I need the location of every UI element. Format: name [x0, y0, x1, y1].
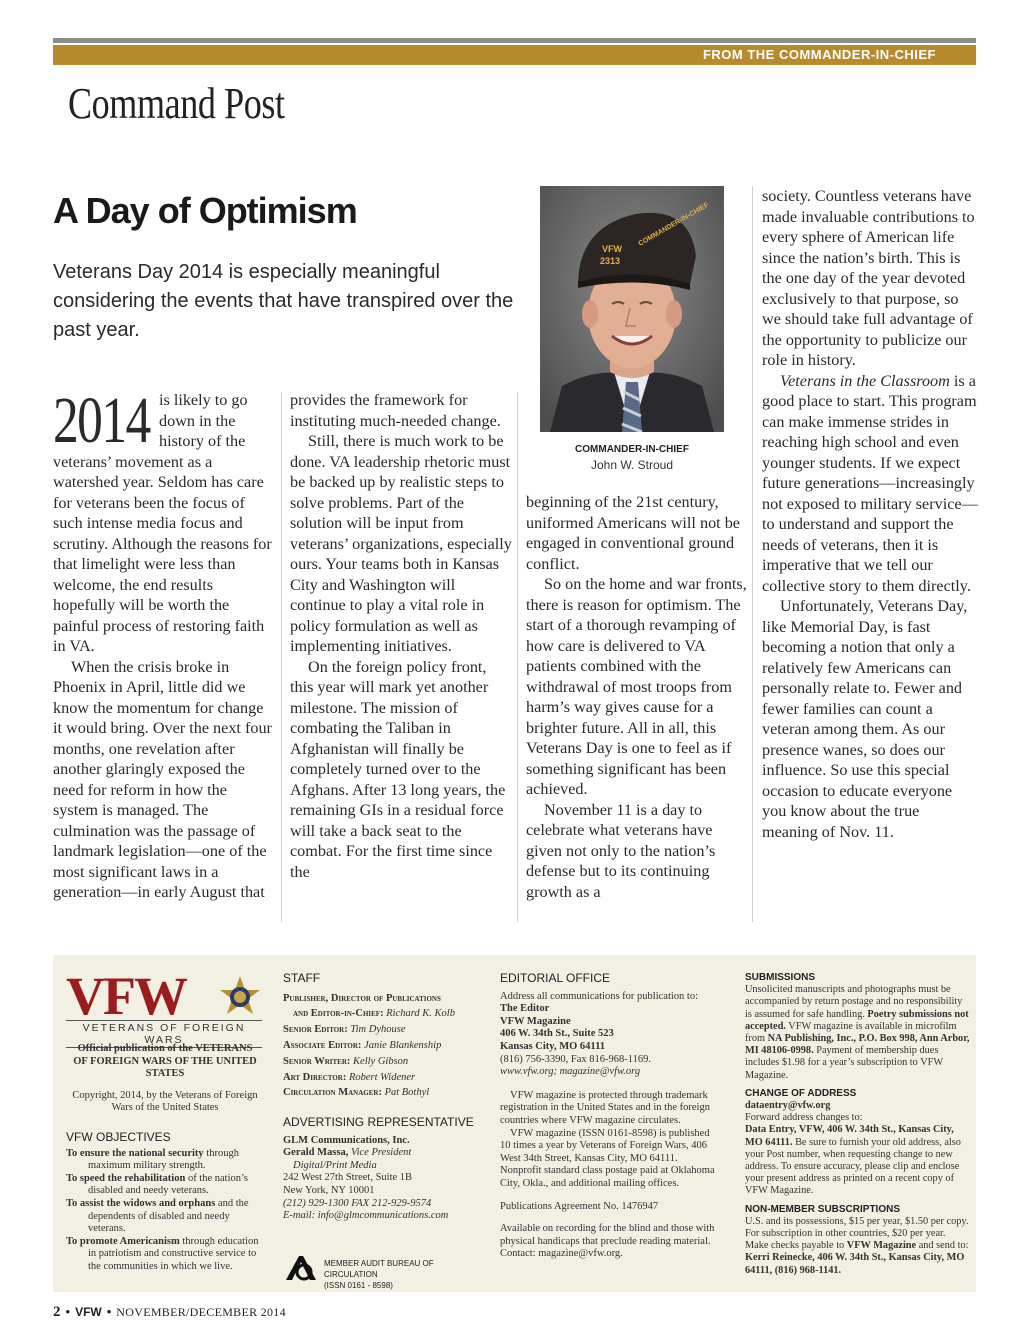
adrep-name: Gerald Massa, Vice President: [283, 1147, 412, 1159]
paragraph: Veterans in the Classroom is a good place to start. This program can make immense strides in reaching high school and even younger students. If we expect future generations—increasingly not exposed to military service—to understand and support the needs of veterans, then it is imperative that we tell our collective story to them directly.: [762, 371, 978, 595]
article-column-1: [53, 384, 275, 903]
editorial-city: Kansas City, MO 64111: [500, 1040, 606, 1052]
staff-entry: and Editor-in-Chief: Richard K. Kolb: [293, 1008, 455, 1020]
editorial-address: 406 W. 34th St., Suite 523: [500, 1028, 614, 1040]
page-number: 2: [53, 1304, 61, 1320]
section-title: Command Post: [68, 79, 285, 128]
photo-caption: [540, 444, 724, 472]
column-divider: [517, 392, 518, 922]
section-kicker: FROM THE COMMANDER-IN-CHIEF: [53, 45, 976, 65]
objective-item: To ensure the national security through maximum military strength.: [66, 1147, 239, 1172]
advertising-block: [283, 1116, 488, 1223]
change-address-title: CHANGE OF ADDRESS: [745, 1087, 857, 1099]
staff-entry: Art Director: Robert Widener: [283, 1071, 416, 1083]
adrep-address: 242 West 27th Street, Suite 1B: [283, 1172, 413, 1184]
article-column-2: [290, 390, 512, 882]
paragraph: beginning of the 21st century, uniformed Americans will not be engaged in conventional ground conflict.: [526, 493, 740, 573]
editorial-magazine: VFW Magazine: [500, 1015, 571, 1027]
program-name: Veterans in the Classroom: [780, 371, 950, 390]
recording-notice: Available on recording for the blind and those with physical handicaps that preclude reading material. Contact: magazine@vfw.org.: [500, 1223, 715, 1260]
vfw-emblem-icon: [218, 975, 262, 1019]
editorial-title: EDITORIAL OFFICE: [500, 971, 611, 985]
cap-text-post: 2313: [600, 256, 621, 266]
vfw-logo-subtitle: VETERANS OF FOREIGN WARS: [66, 1020, 262, 1048]
paragraph: So on the home and war fronts, there is reason for optimism. The start of a thorough revamping of how care is delivered to VA patients combined with the withdrawal of most troops from harm’s way gives cause for a brighter future. All in all, this Veterans Day is one to feel as if something significant has been achieved.: [526, 575, 747, 798]
footer-date: NOVEMBER/DECEMBER 2014: [116, 1305, 286, 1319]
commander-photo: [540, 186, 724, 432]
paragraph: society. Countless veterans have made invaluable contributions to every sphere of American life since the nation’s birth. This is the one day of the year devoted exclusively to that purpose, so we should take full advantage of the opportunity to publicize our role in history.: [762, 187, 975, 369]
paragraph: Still, there is much work to be done. VA leadership rhetoric must be backed up by realistic steps to solve problems. Part of the solution will be input from veterans’ organizations, especially ours. Your teams both in Kansas City and Washington will continue to play a vital role in policy formulation as well as implementing initiatives.: [290, 432, 512, 655]
article-column-4: [762, 186, 978, 842]
audit-bureau-text: MEMBER AUDIT BUREAU OF CIRCULATION: [324, 1259, 434, 1279]
paragraph: On the foreign policy front, this year will mark yet another milestone. The mission of combating the Taliban in Afghanistan will finally be completely turned over to the Afghans. After 13 long years, the remaining GIs in a residual force will take a back seat to the combat. For the first time since the: [290, 657, 506, 881]
staff-block: [283, 972, 483, 1101]
change-address-forward: Forward address changes to:: [745, 1112, 863, 1124]
column-divider: [752, 186, 753, 922]
top-rule: [53, 38, 976, 43]
issn-text: (ISSN 0161 - 8598): [324, 1281, 393, 1290]
adrep-title: ADVERTISING REPRESENTATIVE: [283, 1115, 474, 1129]
change-address-email: dataentry@vfw.org: [745, 1100, 831, 1112]
staff-entry: Associate Editor: Janie Blankenship: [283, 1039, 442, 1051]
issn-notice: VFW magazine (ISSN 0161-8598) is published 10 times a year by Veterans of Foreign Wars, 406 West 34th Street, Kansas City, MO 64111. Nonprofit standard class postage paid at Oklahoma City, Okla., and additional mailing offices.: [500, 1127, 715, 1189]
editorial-block: [500, 972, 720, 1261]
paragraph: When the crisis broke in Phoenix in April, little did we know the momentum for change it would bring. Over the next four months, one revelation after another glaringly exposed the need for reform in how the system is managed. The culmination was the passage of landmark legislation—one of the most significant laws in a generation—in early August that: [53, 657, 272, 901]
staff-entry: Senior Editor: Tim Dyhouse: [283, 1024, 406, 1036]
submissions-block: [745, 972, 970, 1277]
vfw-logo-text: VFW: [66, 966, 186, 1026]
objective-item: To assist the widows and orphans and the dependents of disabled and needy veterans.: [66, 1197, 249, 1235]
official-publication: Official publication of the VETERANS OF FOREIGN WARS OF THE UNITED STATES: [73, 1043, 257, 1080]
staff-entry: Publisher, Director of Publications: [283, 992, 441, 1004]
editorial-web: www.vfw.org; magazine@vfw.org: [500, 1066, 641, 1078]
publications-agreement: Publications Agreement No. 1476947: [500, 1200, 659, 1212]
staff-entry: Senior Writer: Kelly Gibson: [283, 1055, 409, 1067]
editorial-to: The Editor: [500, 1003, 550, 1015]
caption-name: John W. Stroud: [590, 458, 674, 472]
objectives-block: [66, 1131, 266, 1274]
lead-paragraph: 2014 is likely to go down in the history of the veterans’ movement as a watershed year. Seldom has care for veterans been the focus of such intense media focus and scrutiny. Although the reasons for that limelight were less than welcome, the end results hopefully will be worth the painful process of restoring faith in VA.: [53, 384, 272, 655]
submissions-text: Unsolicited manuscripts and photographs must be accompanied by return postage and no responsibility is assumed for safe handling. Poetry submissions not accepted. VFW magazine is available in microfilm from NA Publishing, Inc., P.O. Box 998, Ann Arbor, MI 48106-0998. Payment of membership dues includes $1.98 for a year’s subscription to VFW Magazine.: [745, 984, 970, 1081]
paragraph: Unfortunately, Veterans Day, like Memorial Day, is fast becoming a notion that only a relatively few Americans can personally relate to. Fewer and fewer families can count a veteran among them. As our presence wanes, so does our influence. So use this special occasion to educate everyone you know about the true meaning of Nov. 11.: [762, 597, 968, 841]
article-deck: Veterans Day 2014 is especially meaningful considering the events that have transpired over the past year.: [53, 261, 514, 341]
trademark-notice: VFW magazine is protected through trademark registration in the United States and in the foreign countries where VFW magazine circulates.: [500, 1089, 710, 1126]
paragraph: November 11 is a day to celebrate what veterans have given not only to the nation’s defense but to its continuing growth as a: [526, 800, 716, 901]
page-footer: 2 • VFW • NOVEMBER/DECEMBER 2014: [53, 1304, 286, 1320]
editorial-intro: Address all communications for publication to:: [500, 990, 699, 1002]
submissions-title: SUBMISSIONS: [745, 972, 816, 983]
adrep-email: E-mail: info@glmcommunications.com: [283, 1210, 449, 1222]
dropcap-year: 2014: [53, 384, 150, 457]
nonmember-title: NON-MEMBER SUBSCRIPTIONS: [745, 1203, 901, 1215]
nonmember-text: U.S. and its possessions, $15 per year, $1.50 per copy. For subscription in other countries, $20 per year. Make checks payable to VFW Magazine and send to: Kerri Reinecke, 406 W. 34th St., Kansas City, MO 64111, (816) 968-1141.: [745, 1215, 969, 1276]
staff-entry: Circulation Manager: Pat Bothyl: [283, 1087, 430, 1099]
cap-text-vfw: VFW: [602, 244, 622, 254]
article-column-3: [526, 492, 748, 902]
objective-item: To speed the rehabilitation of the nation’s disabled and needy veterans.: [66, 1172, 249, 1197]
change-address-text: Data Entry, VFW, 406 W. 34th St., Kansas City, MO 64111. Be sure to furnish your old address, also your Post number, when requesting change to new address. To ensure accuracy, please clip and enclose your present address as printed on a recent copy of VFW Magazine.: [745, 1124, 961, 1197]
adrep-phone: (212) 929-1300 FAX 212-929-9574: [283, 1197, 432, 1209]
masthead-official: [70, 1043, 260, 1115]
article-headline: A Day of Optimism: [53, 190, 357, 231]
adrep-company: GLM Communications, Inc.: [283, 1134, 410, 1146]
adrep-city: New York, NY 10001: [283, 1184, 375, 1196]
objective-item: To promote Americanism through education in patriotism and constructive service to the communities in which we live.: [66, 1235, 259, 1272]
paragraph: provides the framework for instituting much-needed change.: [290, 391, 501, 430]
portrait-illustration: [540, 186, 724, 432]
audit-bureau-icon: [284, 1254, 318, 1282]
staff-title: STAFF: [283, 971, 321, 985]
editorial-phone: (816) 756-3390, Fax 816-968-1169.: [500, 1053, 651, 1065]
footer-magazine: VFW: [75, 1305, 102, 1319]
caption-role: COMMANDER-IN-CHIEF: [575, 444, 689, 455]
objectives-title: VFW OBJECTIVES: [66, 1130, 171, 1144]
copyright: Copyright, 2014, by the Veterans of Foreign Wars of the United States: [72, 1089, 258, 1114]
adrep-dept: Digital/Print Media: [293, 1159, 377, 1171]
column-divider: [281, 392, 282, 922]
cap-text-title: COMMANDER-IN-CHIEF: [637, 201, 711, 248]
